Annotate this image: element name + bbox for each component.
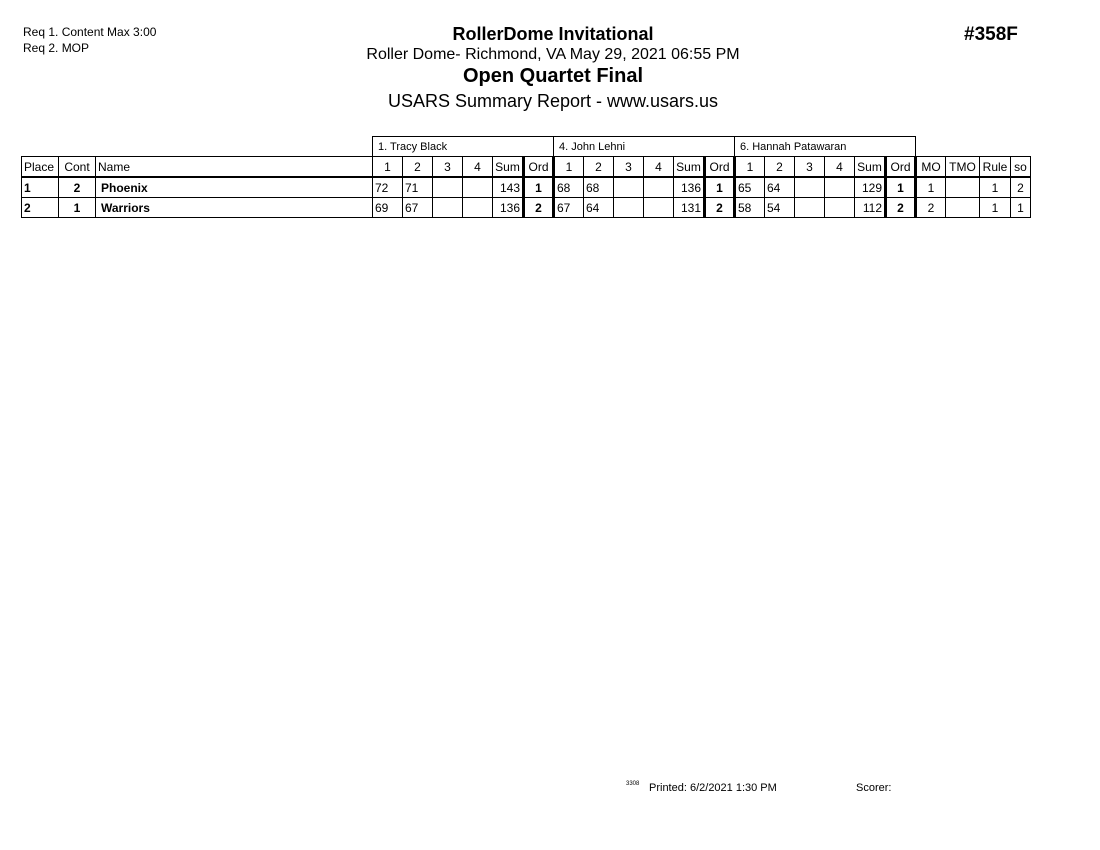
mo: 2 [916,198,946,218]
sum: 136 [674,177,705,198]
so: 1 [1011,198,1031,218]
requirement-2: Req 2. MOP [23,41,90,55]
col-mark-2: 2 [765,157,795,178]
so: 2 [1011,177,1031,198]
mark: 65 [735,177,765,198]
venue-date: Roller Dome- Richmond, VA May 29, 2021 06:55 PM [366,46,740,63]
mark: 54 [765,198,795,218]
table-row [22,177,1031,198]
ordinal: 1 [524,177,554,198]
col-mark-1: 1 [554,157,584,178]
col-ord: Ord [705,157,735,178]
tmo [946,198,980,218]
col-cont: Cont [59,157,96,178]
col-mark-3: 3 [433,157,463,178]
event-number: #358F [964,24,1018,45]
col-sum: Sum [493,157,524,178]
mark: 67 [403,198,433,218]
rule: 1 [980,198,1011,218]
mark [795,177,825,198]
col-mo: MO [916,157,946,178]
col-so: so [1011,157,1031,178]
competition-title: RollerDome Invitational [452,24,654,44]
team-name: Phoenix [96,177,373,198]
col-tmo: TMO [946,157,980,178]
contestant-number: 2 [59,177,96,198]
mark: 58 [735,198,765,218]
mark [825,177,855,198]
judge-header-row [22,137,1031,157]
mark [433,198,463,218]
sum: 112 [855,198,886,218]
ordinal: 1 [705,177,735,198]
col-mark-4: 4 [825,157,855,178]
judge-name: 4. John Lehni [554,137,735,157]
ordinal: 1 [886,177,916,198]
mark [825,198,855,218]
col-ord: Ord [886,157,916,178]
form-code: 3308 [626,781,640,787]
rule: 1 [980,177,1011,198]
place: 2 [22,198,59,218]
mark: 64 [584,198,614,218]
col-name: Name [96,157,373,178]
mark [433,177,463,198]
judge-name: 6. Hannah Patawaran [735,137,916,157]
team-name: Warriors [96,198,373,218]
place: 1 [22,177,59,198]
col-mark-2: 2 [403,157,433,178]
mark: 64 [765,177,795,198]
col-sum: Sum [855,157,886,178]
column-header-row [22,157,1031,178]
col-rule: Rule [980,157,1011,178]
report-title: USARS Summary Report - www.usars.us [387,91,719,111]
scorer-label: Scorer: [856,782,892,794]
event-title: Open Quartet Final [462,65,644,87]
mark [614,198,644,218]
col-mark-3: 3 [614,157,644,178]
table-row [22,198,1031,218]
mark: 68 [584,177,614,198]
mark: 72 [373,177,403,198]
mark: 71 [403,177,433,198]
col-mark-4: 4 [463,157,493,178]
sum: 143 [493,177,524,198]
mark [644,177,674,198]
ordinal: 2 [524,198,554,218]
col-place: Place [22,157,59,178]
mark: 67 [554,198,584,218]
col-mark-3: 3 [795,157,825,178]
mo: 1 [916,177,946,198]
mark: 68 [554,177,584,198]
contestant-number: 1 [59,198,96,218]
sum: 131 [674,198,705,218]
col-mark-2: 2 [584,157,614,178]
mark [795,198,825,218]
mark: 69 [373,198,403,218]
col-mark-4: 4 [644,157,674,178]
judge-name: 1. Tracy Black [373,137,554,157]
col-mark-1: 1 [373,157,403,178]
mark [463,177,493,198]
ordinal: 2 [705,198,735,218]
ordinal: 2 [886,198,916,218]
requirement-1: Req 1. Content Max 3:00 [23,25,157,39]
col-mark-1: 1 [735,157,765,178]
sum: 129 [855,177,886,198]
col-sum: Sum [674,157,705,178]
mark [463,198,493,218]
sum: 136 [493,198,524,218]
mark [644,198,674,218]
mark [614,177,644,198]
summary-table [21,136,1031,218]
col-ord: Ord [524,157,554,178]
tmo [946,177,980,198]
printed-timestamp: Printed: 6/2/2021 1:30 PM [649,782,777,794]
